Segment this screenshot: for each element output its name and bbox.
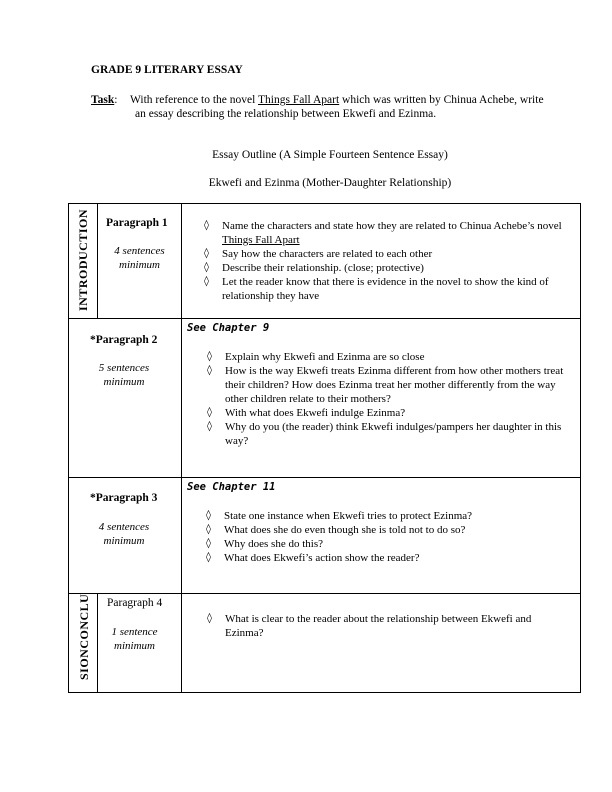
diamond-bullet-icon: ◊ [204,262,209,273]
row-divider-1 [68,318,581,319]
task-statement [91,93,581,120]
table-border-bottom [68,692,581,693]
chapter-11-reference: See Chapter 11 [187,481,276,493]
paragraph-2-bullets [207,350,575,448]
diamond-bullet-icon: ◊ [207,407,212,418]
column-divider [181,203,182,693]
row-divider-3 [68,593,581,594]
list-item: ◊ Name the characters and state how they are related to Chinua Achebe’s novel Things Fall Apart [204,220,562,246]
table-border-left [68,203,69,693]
list-item: ◊ Why does she do this? [206,538,323,550]
outline-title: Essay Outline (A Simple Fourteen Sentence Essay) [212,149,448,161]
diamond-bullet-icon: ◊ [207,421,212,432]
novel-title: Things Fall Apart [258,94,340,106]
task-line-1: With reference to the novel Things Fall Apart which was written by Chinua Achebe, write [130,94,544,106]
diamond-bullet-icon: ◊ [207,365,212,376]
paragraph-2-heading: *Paragraph 2 [90,334,158,346]
table-border-top [68,203,581,204]
diamond-bullet-icon: ◊ [207,613,212,624]
list-item: ◊ Why do you (the reader) think Ekwefi indulges/pampers her daughter in this way? [207,421,562,447]
diamond-bullet-icon: ◊ [206,538,211,549]
document-title: GRADE 9 LITERARY ESSAY [91,64,243,76]
list-item: ◊ What is clear to the reader about the relationship between Ekwefi and Ezinma? [207,613,532,639]
list-item: ◊ Say how the characters are related to each other [204,248,433,260]
paragraph-1-bullets [204,219,572,303]
paragraph-3-bullets [206,509,574,565]
paragraph-3-heading: *Paragraph 3 [90,492,158,504]
task-line-2: an essay describing the relationship between Ekwefi and Ezinma. [135,108,437,120]
paragraph-1-requirement: 4 sentences minimum [114,245,165,271]
list-item: ◊ Explain why Ekwefi and Ezinma are so close [207,351,425,363]
list-item: ◊ With what does Ekwefi indulge Ezinma? [207,407,406,419]
introduction-section-label: INTRODUCTION [76,208,90,311]
table-border-right [580,203,581,693]
paragraph-1-heading: Paragraph 1 [106,217,168,229]
list-item: ◊ What does Ekwefi’s action show the reader? [206,552,420,564]
paragraph-3-requirement: 4 sentences minimum [98,521,150,547]
conclusion-section-label: SIONCONCLU [77,593,91,680]
outline-subtitle: Ekwefi and Ezinma (Mother-Daughter Relationship) [208,177,452,189]
diamond-bullet-icon: ◊ [204,248,209,259]
diamond-bullet-icon: ◊ [206,524,211,535]
diamond-bullet-icon: ◊ [206,552,211,563]
paragraph-4-bullets [207,612,572,640]
task-label: Task [91,94,115,106]
list-item: ◊ Describe their relationship. (close; protective) [204,262,424,274]
diamond-bullet-icon: ◊ [207,351,212,362]
row-divider-2 [68,477,581,478]
task-colon: : [114,94,118,106]
list-item: ◊ Let the reader know that there is evidence in the novel to show the kind of relationship they have [204,276,549,302]
paragraph-4-requirement: 1 sentence minimum [111,626,158,652]
list-item: ◊ How is the way Ekwefi treats Ezinma different from how other mothers treat their children? How does Ezinma treat her mother differently from the way other children relate to their mothers? [207,365,564,405]
list-item: ◊ State one instance when Ekwefi tries to protect Ezinma? [206,510,473,522]
diamond-bullet-icon: ◊ [204,276,209,287]
paragraph-2-requirement: 5 sentences minimum [98,362,150,388]
paragraph-4-heading: Paragraph 4 [107,597,163,609]
list-item: ◊ What does she do even though she is told not to do so? [206,524,466,536]
chapter-9-reference: See Chapter 9 [187,322,270,334]
diamond-bullet-icon: ◊ [204,220,209,231]
diamond-bullet-icon: ◊ [206,510,211,521]
